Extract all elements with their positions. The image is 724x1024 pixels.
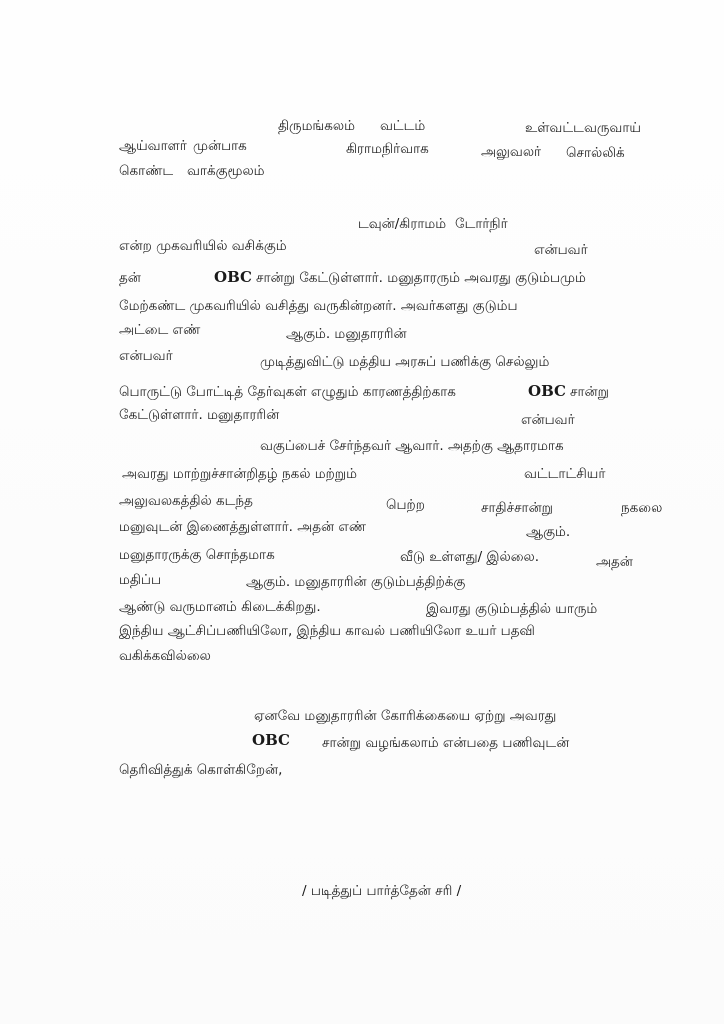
word-town-village: டவுன்/கிராமம் [358, 216, 447, 232]
line18-text-2: இவரது குடும்பத்தில் யாரும் [426, 601, 598, 617]
line10-text: பொருட்டு போட்டித் தேர்வுகள் எழுதும் காரணத்திற்காக [119, 384, 456, 400]
line17-text: ஆகும். மனுதாரரின் குடும்பத்திற்க்கு [246, 574, 466, 590]
word-mathippa: மதிப்ப [119, 572, 162, 588]
line11-text: கேட்டுள்ளார். மனுதாரரின் [119, 407, 280, 423]
word-enbavar-3: என்பவர் [521, 412, 575, 428]
line16-text: மனுதாரருக்கு சொந்தமாக [119, 547, 275, 563]
word-vao: கிராமநிர்வாக [346, 141, 429, 157]
word-konda: கொண்ட [119, 163, 174, 179]
line14-text: அலுவலகத்தில் கடந்த [119, 493, 253, 509]
word-varuvai: வருவாய் [584, 120, 641, 136]
word-aluvalar: அலுவலர் [481, 144, 542, 160]
line18-text: ஆண்டு வருமானம் கிடைக்கிறது. [119, 599, 321, 615]
word-enbavar-2: என்பவர் [119, 348, 173, 364]
word-sanru: சான்று [570, 384, 609, 400]
line19-text: இந்திய ஆட்சிப்பணியிலோ, இந்திய காவல் பணியிலோ உயர் பதவி [119, 623, 535, 639]
word-vattatchiyar: வட்டாட்சியர் [524, 466, 606, 482]
line13-text: அவரது மாற்றுச்சான்றிதழ் நகல் மற்றும் [122, 466, 357, 482]
conclusion-line3: தெரிவித்துக் கொள்கிறேன், [119, 762, 283, 778]
obc-label: OBC [214, 268, 252, 286]
read-and-verified-note: / படித்துப் பார்த்தேன் சரி / [302, 883, 462, 899]
line15-text: மனுவுடன் இணைத்துள்ளார். அதன் எண் [119, 519, 367, 535]
line9-text: முடித்துவிட்டு மத்திய அரசுப் பணிக்கு செல்லும் [260, 354, 550, 370]
word-vattam: வட்டம் [380, 118, 426, 134]
word-door-no: டோர்நிர் [455, 216, 508, 232]
address-phrase: என்ற முகவரியில் வசிக்கும் [119, 238, 287, 254]
conclusion-line2: சான்று வழங்கலாம் என்பதை பணிவுடன் [322, 735, 570, 751]
line20-text: வகிக்கவில்லை [119, 648, 211, 664]
word-aagum: ஆகும். [526, 524, 571, 540]
word-munpaga: முன்பாக [193, 138, 247, 154]
word-enbavar: என்பவர் [534, 242, 588, 258]
obc-label-3: OBC [252, 731, 290, 749]
line12-text: வகுப்பைச் சேர்ந்தவர் ஆவார். அதற்கு ஆதாரமாக [260, 438, 564, 454]
word-than: தன் [119, 270, 141, 286]
conclusion-line1: ஏனவே மனுதாரரின் கோரிக்கையை ஏற்று அவரது [254, 708, 557, 724]
word-sollik: சொல்லிக் [566, 145, 625, 161]
word-vakkumoolam: வாக்குமூலம் [187, 163, 265, 179]
word-attai-en: அட்டை எண் [119, 322, 201, 338]
line6-text: சான்று கேட்டுள்ளார். மனுதாரரும் அவரது குடும்பமும் [256, 270, 586, 286]
house-status: வீடு உள்ளது/ இல்லை. [400, 549, 540, 565]
word-aivalar: ஆய்வாளர் [119, 138, 187, 154]
word-sathi-sanru: சாதிச்சான்று [481, 500, 553, 516]
word-athan: அதன் [596, 554, 633, 570]
place-name-thirumangalam: திருமங்கலம் [278, 118, 355, 134]
word-nagalai: நகலை [621, 500, 663, 516]
word-petra: பெற்ற [386, 497, 425, 513]
word-ulvatta: உள்வட்ட [525, 120, 584, 136]
obc-label-2: OBC [528, 382, 566, 400]
line7-text: மேற்கண்ட முகவரியில் வசித்து வருகின்றனர். அவர்களது குடும்ப [119, 298, 518, 314]
line8-text: ஆகும். மனுதாரரின் [286, 326, 407, 342]
